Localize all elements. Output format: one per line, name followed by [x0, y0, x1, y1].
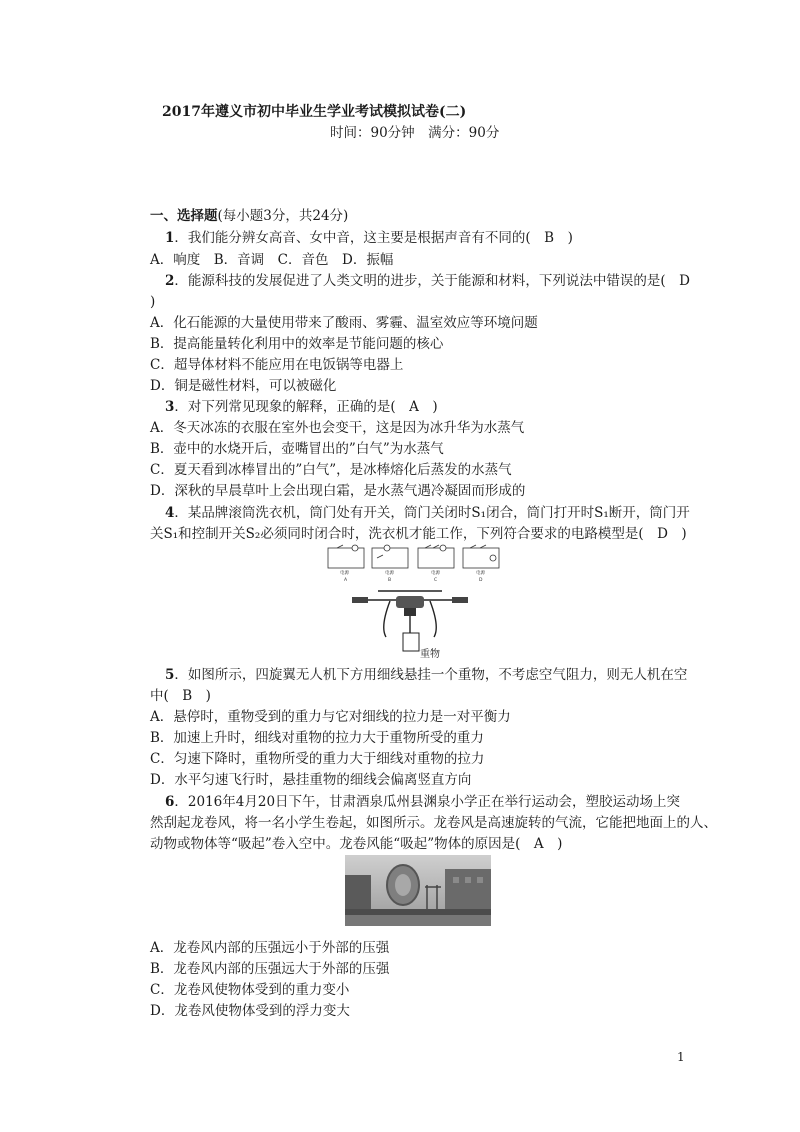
question-1-options: A．响度 B．音调 C．音色 D．振幅: [150, 252, 394, 268]
drone-rotor-right: [452, 597, 468, 603]
option-a: A．化石能源的大量使用带来了酸雨、雾霾、温室效应等环境问题: [150, 315, 538, 331]
question-2: [165, 271, 690, 291]
question-text: ．某品牌滚筒洗衣机，筒门处有开关，筒门关闭时S₁闭合，筒门打开时S₁断开，筒门开: [174, 505, 690, 521]
circuit-source-label: 电源: [476, 571, 485, 576]
question-text-continued: 中( B ): [150, 688, 211, 704]
option-b: B．提高能量转化利用中的效率是节能问题的核心: [150, 336, 444, 352]
drone-figure: [350, 587, 470, 662]
weight-label: 重物: [420, 649, 440, 660]
option-c: C．超导体材料不能应用在电饭锅等电器上: [150, 357, 404, 373]
question-text-continued: 关S₁和控制开关S₂必须同时闭合时，洗衣机才能工作，下列符合要求的电路模型是( D ): [150, 526, 687, 542]
section-heading-label: 一、选择题: [150, 208, 218, 224]
circuit-a: [328, 548, 364, 568]
circuit-source-label: 电源: [431, 571, 440, 576]
tornado-photo: [345, 855, 491, 926]
section-heading-note: (每小题3分，共24分): [217, 208, 349, 224]
option-d: D．龙卷风使物体受到的浮力变大: [150, 1003, 350, 1019]
question-number: 5: [165, 667, 175, 683]
question-text-continued: 然刮起龙卷风，将一名小学生卷起，如图所示。龙卷风是高速旋转的气流，它能把地面上的人、: [150, 815, 717, 831]
option-a: A．龙卷风内部的压强远小于外部的压强: [150, 940, 390, 956]
section-heading: [150, 206, 348, 226]
question-text-continued: 动物或物体等“吸起”卷入空中。龙卷风能“吸起”物体的原因是( A ): [150, 836, 563, 852]
question-text: ．对下列常见现象的解释，正确的是( A ): [174, 399, 438, 415]
exam-time-score: 时间：90分钟 满分：90分: [330, 125, 500, 141]
question-3: [165, 397, 438, 417]
question-number: 6: [165, 794, 175, 810]
circuit-source-label: 电源: [385, 571, 394, 576]
question-text: ．2016年4月20日下午，甘肃酒泉瓜州县渊泉小学正在举行运动会，塑胶运动场上突: [174, 794, 681, 810]
option-b: B．壶中的水烧开后，壶嘴冒出的”白气”为水蒸气: [150, 441, 444, 457]
option-c: C．夏天看到冰棒冒出的”白气”，是冰棒熔化后蒸发的水蒸气: [150, 462, 512, 478]
question-number: 1: [165, 230, 175, 246]
circuit-diagrams-figure: [325, 544, 505, 584]
drone-body: [396, 596, 424, 608]
question-text-continued: ): [150, 294, 156, 310]
option-b: B．加速上升时，细线对重物的拉力大于重物所受的重力: [150, 730, 484, 746]
question-4: [165, 503, 690, 523]
hanging-weight: [403, 633, 419, 651]
circuit-c: [418, 548, 454, 568]
option-d: D．深秋的早晨草叶上会出现白霜，是水蒸气遇冷凝固而形成的: [150, 483, 526, 499]
drone-camera: [404, 608, 416, 616]
question-1: [165, 228, 573, 248]
question-number: 4: [165, 505, 175, 521]
option-c: C．龙卷风使物体受到的重力变小: [150, 982, 350, 998]
option-d: D．水平匀速飞行时，悬挂重物的细线会偏离竖直方向: [150, 772, 472, 788]
option-d: D．铜是磁性材料，可以被磁化: [150, 378, 337, 394]
question-text: ．能源科技的发展促进了人类文明的进步，关于能源和材料，下列说法中错误的是( D: [174, 273, 690, 289]
option-c: C．匀速下降时，重物所受的重力大于细线对重物的拉力: [150, 751, 485, 767]
option-a: A．悬停时，重物受到的重力与它对细线的拉力是一对平衡力: [150, 709, 511, 725]
circuit-label-d: D: [479, 578, 483, 583]
question-number: 2: [165, 273, 175, 289]
page-title: 2017年遵义市初中毕业生学业考试模拟试卷(二): [162, 104, 467, 120]
circuit-label-c: C: [434, 578, 438, 583]
question-number: 3: [165, 399, 175, 415]
circuit-label-b: B: [388, 578, 392, 583]
question-text: ．我们能分辨女高音、女中音，这主要是根据声音有不同的( B ): [174, 230, 573, 246]
circuit-source-label: 电源: [340, 571, 349, 576]
drone-rotor-left: [352, 597, 368, 603]
circuit-label-a: A: [344, 578, 348, 583]
option-b: B．龙卷风内部的压强远大于外部的压强: [150, 961, 390, 977]
option-a: A．冬天冰冻的衣服在室外也会变干，这是因为冰升华为水蒸气: [150, 420, 525, 436]
page-number: 1: [677, 1050, 685, 1064]
question-text: ．如图所示，四旋翼无人机下方用细线悬挂一个重物，不考虑空气阻力，则无人机在空: [174, 667, 688, 683]
question-5: [165, 665, 687, 685]
question-6: [165, 792, 680, 812]
